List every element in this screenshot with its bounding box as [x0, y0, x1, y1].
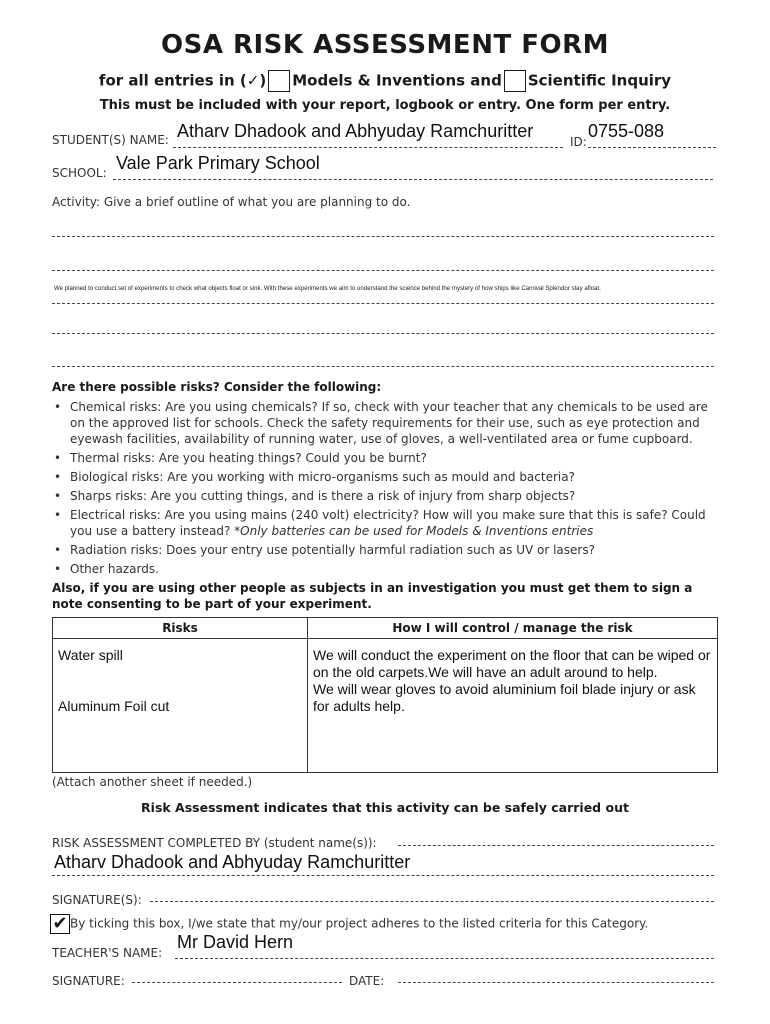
student-name-field[interactable] — [173, 121, 563, 148]
form-instruction: This must be included with your report, logbook or entry. One form per entry. — [99, 98, 671, 113]
risk-considerations-list — [52, 399, 722, 580]
date-field[interactable] — [398, 971, 714, 983]
activity-line-4[interactable] — [52, 322, 714, 334]
completed-by-line[interactable] — [398, 834, 714, 846]
declaration — [50, 913, 648, 934]
category-prefix: for all entries in (✓) — [98, 71, 267, 90]
scientific-option-label: Scientific Inquiry — [527, 71, 672, 90]
control-entry-2: We will wear gloves to avoid aluminium foil blade injury or ask for adults help. — [313, 681, 696, 714]
declaration-checkbox[interactable]: ✔ — [50, 914, 70, 934]
risk-entry-1: Water spill — [58, 647, 123, 663]
teacher-signature-label: SIGNATURE: — [52, 974, 125, 988]
risk-item-other: • Other hazards. — [52, 561, 722, 577]
declaration-text: By ticking this box, I/we state that my/our project adheres to the listed criteria for this Category. — [70, 916, 649, 931]
school-value: Vale Park Primary School — [116, 153, 320, 173]
electrical-note: *Only batteries can be used for Models & Inventions entries — [234, 524, 594, 538]
risk-item-sharps: • Sharps risks: Are you cutting things, and is there a risk of injury from sharp objects? — [52, 488, 722, 504]
student-id-value: 0755-088 — [588, 121, 665, 141]
completed-by-label: RISK ASSESSMENT COMPLETED BY (student name(s)): — [52, 836, 377, 850]
date-label: DATE: — [349, 974, 385, 988]
activity-text: We planned to conduct set of experiments to check what objects float or sink. With these experiments we aim to understand the science behind the mystery of how ships like Carnival Splendor stay afloat. — [54, 285, 601, 292]
models-option-label: Models & Inventions and — [292, 71, 502, 90]
category-selector — [0, 70, 770, 92]
teacher-signature-field[interactable] — [132, 971, 342, 983]
risk-item-thermal: • Thermal risks: Are you heating things? Could you be burnt? — [52, 450, 722, 466]
risks-cell[interactable] — [53, 639, 308, 773]
student-name-label: STUDENT(S) NAME: — [52, 133, 169, 147]
control-entry-1: We will conduct the experiment on the floor that can be wiped or on the old carpets.We will have an adult around to help. — [313, 647, 711, 680]
student-name-value: Atharv Dhadook and Abhyuday Ramchuritter — [177, 121, 534, 141]
table-header-row — [53, 618, 718, 639]
consent-note: Also, if you are using other people as subjects in an investigation you must get them to sign a note consenting to be part of your experiment. — [52, 581, 693, 611]
activity-line-3[interactable] — [52, 285, 714, 304]
student-id-label: ID: — [570, 135, 587, 149]
risk-item-biological: • Biological risks: Are you working with micro-organisms such as mould and bacteria? — [52, 469, 722, 485]
student-signature-field[interactable] — [150, 890, 714, 902]
control-column-header: How I will control / manage the risk — [308, 618, 718, 639]
risk-item-electrical: • Electrical risks: Are you using mains (240 volt) electricity? How will you make sure that this is safe? Could you use a battery instead? *Only batteries can be used for Models & Inventions entries — [52, 507, 722, 539]
student-id-field[interactable] — [588, 121, 716, 148]
teacher-name-field[interactable] — [175, 932, 714, 959]
activity-prompt: Activity: Give a brief outline of what you are planning to do. — [52, 195, 411, 209]
school-label: SCHOOL: — [52, 166, 107, 180]
student-signature-label: SIGNATURE(S): — [52, 893, 142, 907]
completed-by-field[interactable] — [52, 852, 714, 876]
form-title: OSA RISK ASSESSMENT FORM — [160, 30, 609, 60]
risk-entry-2: Aluminum Foil cut — [58, 698, 170, 714]
activity-line-1[interactable] — [52, 225, 714, 237]
safe-statement: Risk Assessment indicates that this activity can be safely carried out — [141, 800, 629, 815]
table-row — [53, 639, 718, 773]
risks-heading: Are there possible risks? Consider the following: — [52, 380, 382, 394]
risks-column-header: Risks — [53, 618, 308, 639]
completed-by-value: Atharv Dhadook and Abhyuday Ramchuritter — [54, 852, 411, 872]
attach-note: (Attach another sheet if needed.) — [52, 775, 253, 789]
activity-line-2[interactable] — [52, 259, 714, 271]
activity-line-5[interactable] — [52, 355, 714, 367]
risk-item-radiation: • Radiation risks: Does your entry use potentially harmful radiation such as UV or lasers? — [52, 542, 722, 558]
risk-item-chemical: • Chemical risks: Are you using chemicals? If so, check with your teacher that any chemicals to be used are on the approved list for schools. Check the safety requirements for their use, such as eye protection and eyewash facilities, availability of running water, use of gloves, a well-ventilated area or fume cupboard. — [52, 399, 722, 447]
teacher-name-value: Mr David Hern — [177, 932, 294, 952]
models-checkbox[interactable] — [268, 70, 290, 92]
risk-table — [52, 617, 718, 773]
teacher-name-label: TEACHER'S NAME: — [52, 946, 163, 960]
controls-cell[interactable] — [308, 639, 718, 773]
scientific-checkbox[interactable] — [504, 70, 526, 92]
school-field[interactable] — [113, 153, 713, 180]
